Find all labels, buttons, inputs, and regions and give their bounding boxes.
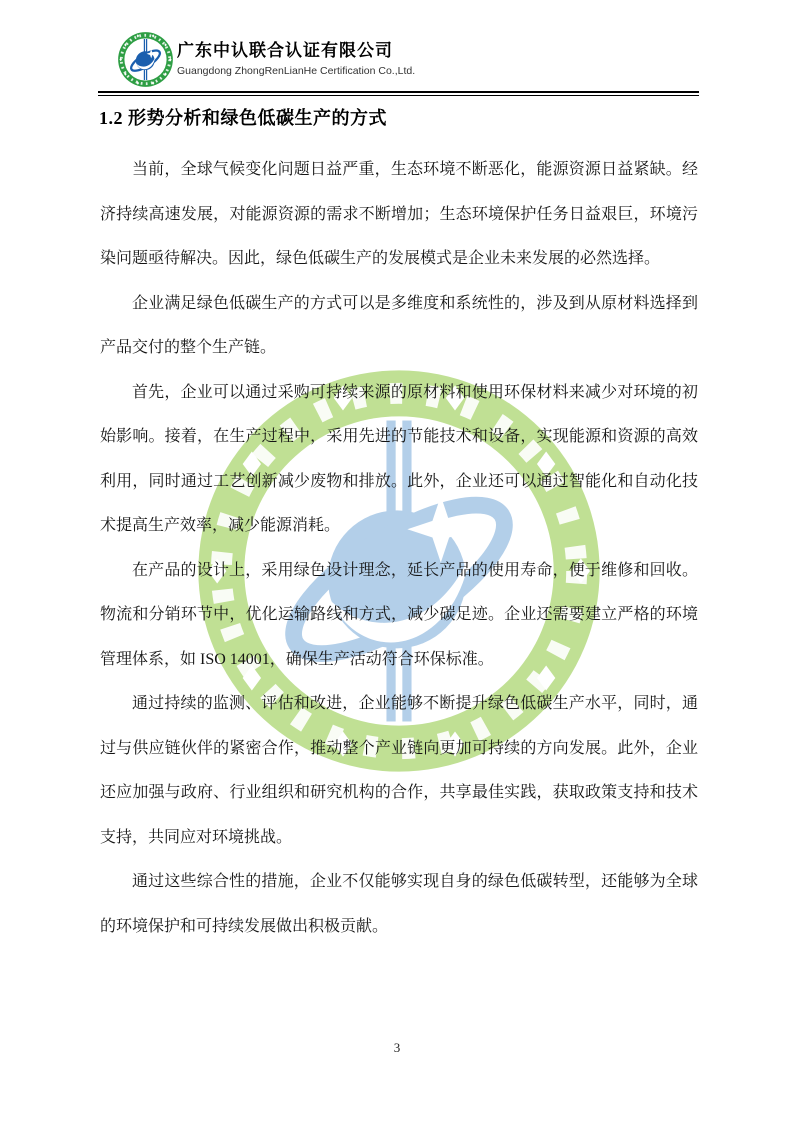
- company-name-en: Guangdong ZhongRenLianHe Certification Co.,Ltd.: [177, 65, 416, 77]
- company-logo-icon: [117, 31, 174, 88]
- document-body: [100, 148, 698, 949]
- section-heading: 1.2 形势分析和绿色低碳生产的方式: [99, 108, 387, 128]
- header-divider: [98, 91, 699, 96]
- paragraph: 首先，企业可以通过采购可持续来源的原材料和使用环保材料来减少对环境的初始影响。接着，在生产过程中，采用先进的节能技术和设备，实现能源和资源的高效利用，同时通过工艺创新减少废物和排放。此外，企业还可以通过智能化和自动化技术提高生产效率，减少能源消耗。: [100, 383, 698, 534]
- paragraph: 通过这些综合性的措施，企业不仅能够实现自身的绿色低碳转型，还能够为全球的环境保护和可持续发展做出积极贡献。: [100, 873, 698, 935]
- paragraph: 通过持续的监测、评估和改进，企业能够不断提升绿色低碳生产水平，同时，通过与供应链伙伴的紧密合作，推动整个产业链向更加可持续的方向发展。此外，企业还应加强与政府、行业组织和研究机构的合作，共享最佳实践，获取政策支持和技术支持，共同应对环境挑战。: [100, 695, 698, 846]
- paragraph: 企业满足绿色低碳生产的方式可以是多维度和系统性的，涉及到从原材料选择到产品交付的整个生产链。: [100, 294, 698, 356]
- page-number: 3: [393, 1040, 401, 1055]
- paragraph: 在产品的设计上，采用绿色设计理念，延长产品的使用寿命，便于维修和回收。物流和分销环节中，优化运输路线和方式，减少碳足迹。企业还需要建立严格的环境管理体系，如 ISO 14001，确保生产活动符合环保标准。: [100, 561, 698, 668]
- paragraph: 当前，全球气候变化问题日益严重，生态环境不断恶化，能源资源日益紧缺。经济持续高速发展，对能源资源的需求不断增加；生态环境保护任务日益艰巨，环境污染问题亟待解决。因此，绿色低碳生产的发展模式是企业未来发展的必然选择。: [100, 161, 698, 267]
- company-name-cn: 广东中认联合认证有限公司: [177, 41, 393, 60]
